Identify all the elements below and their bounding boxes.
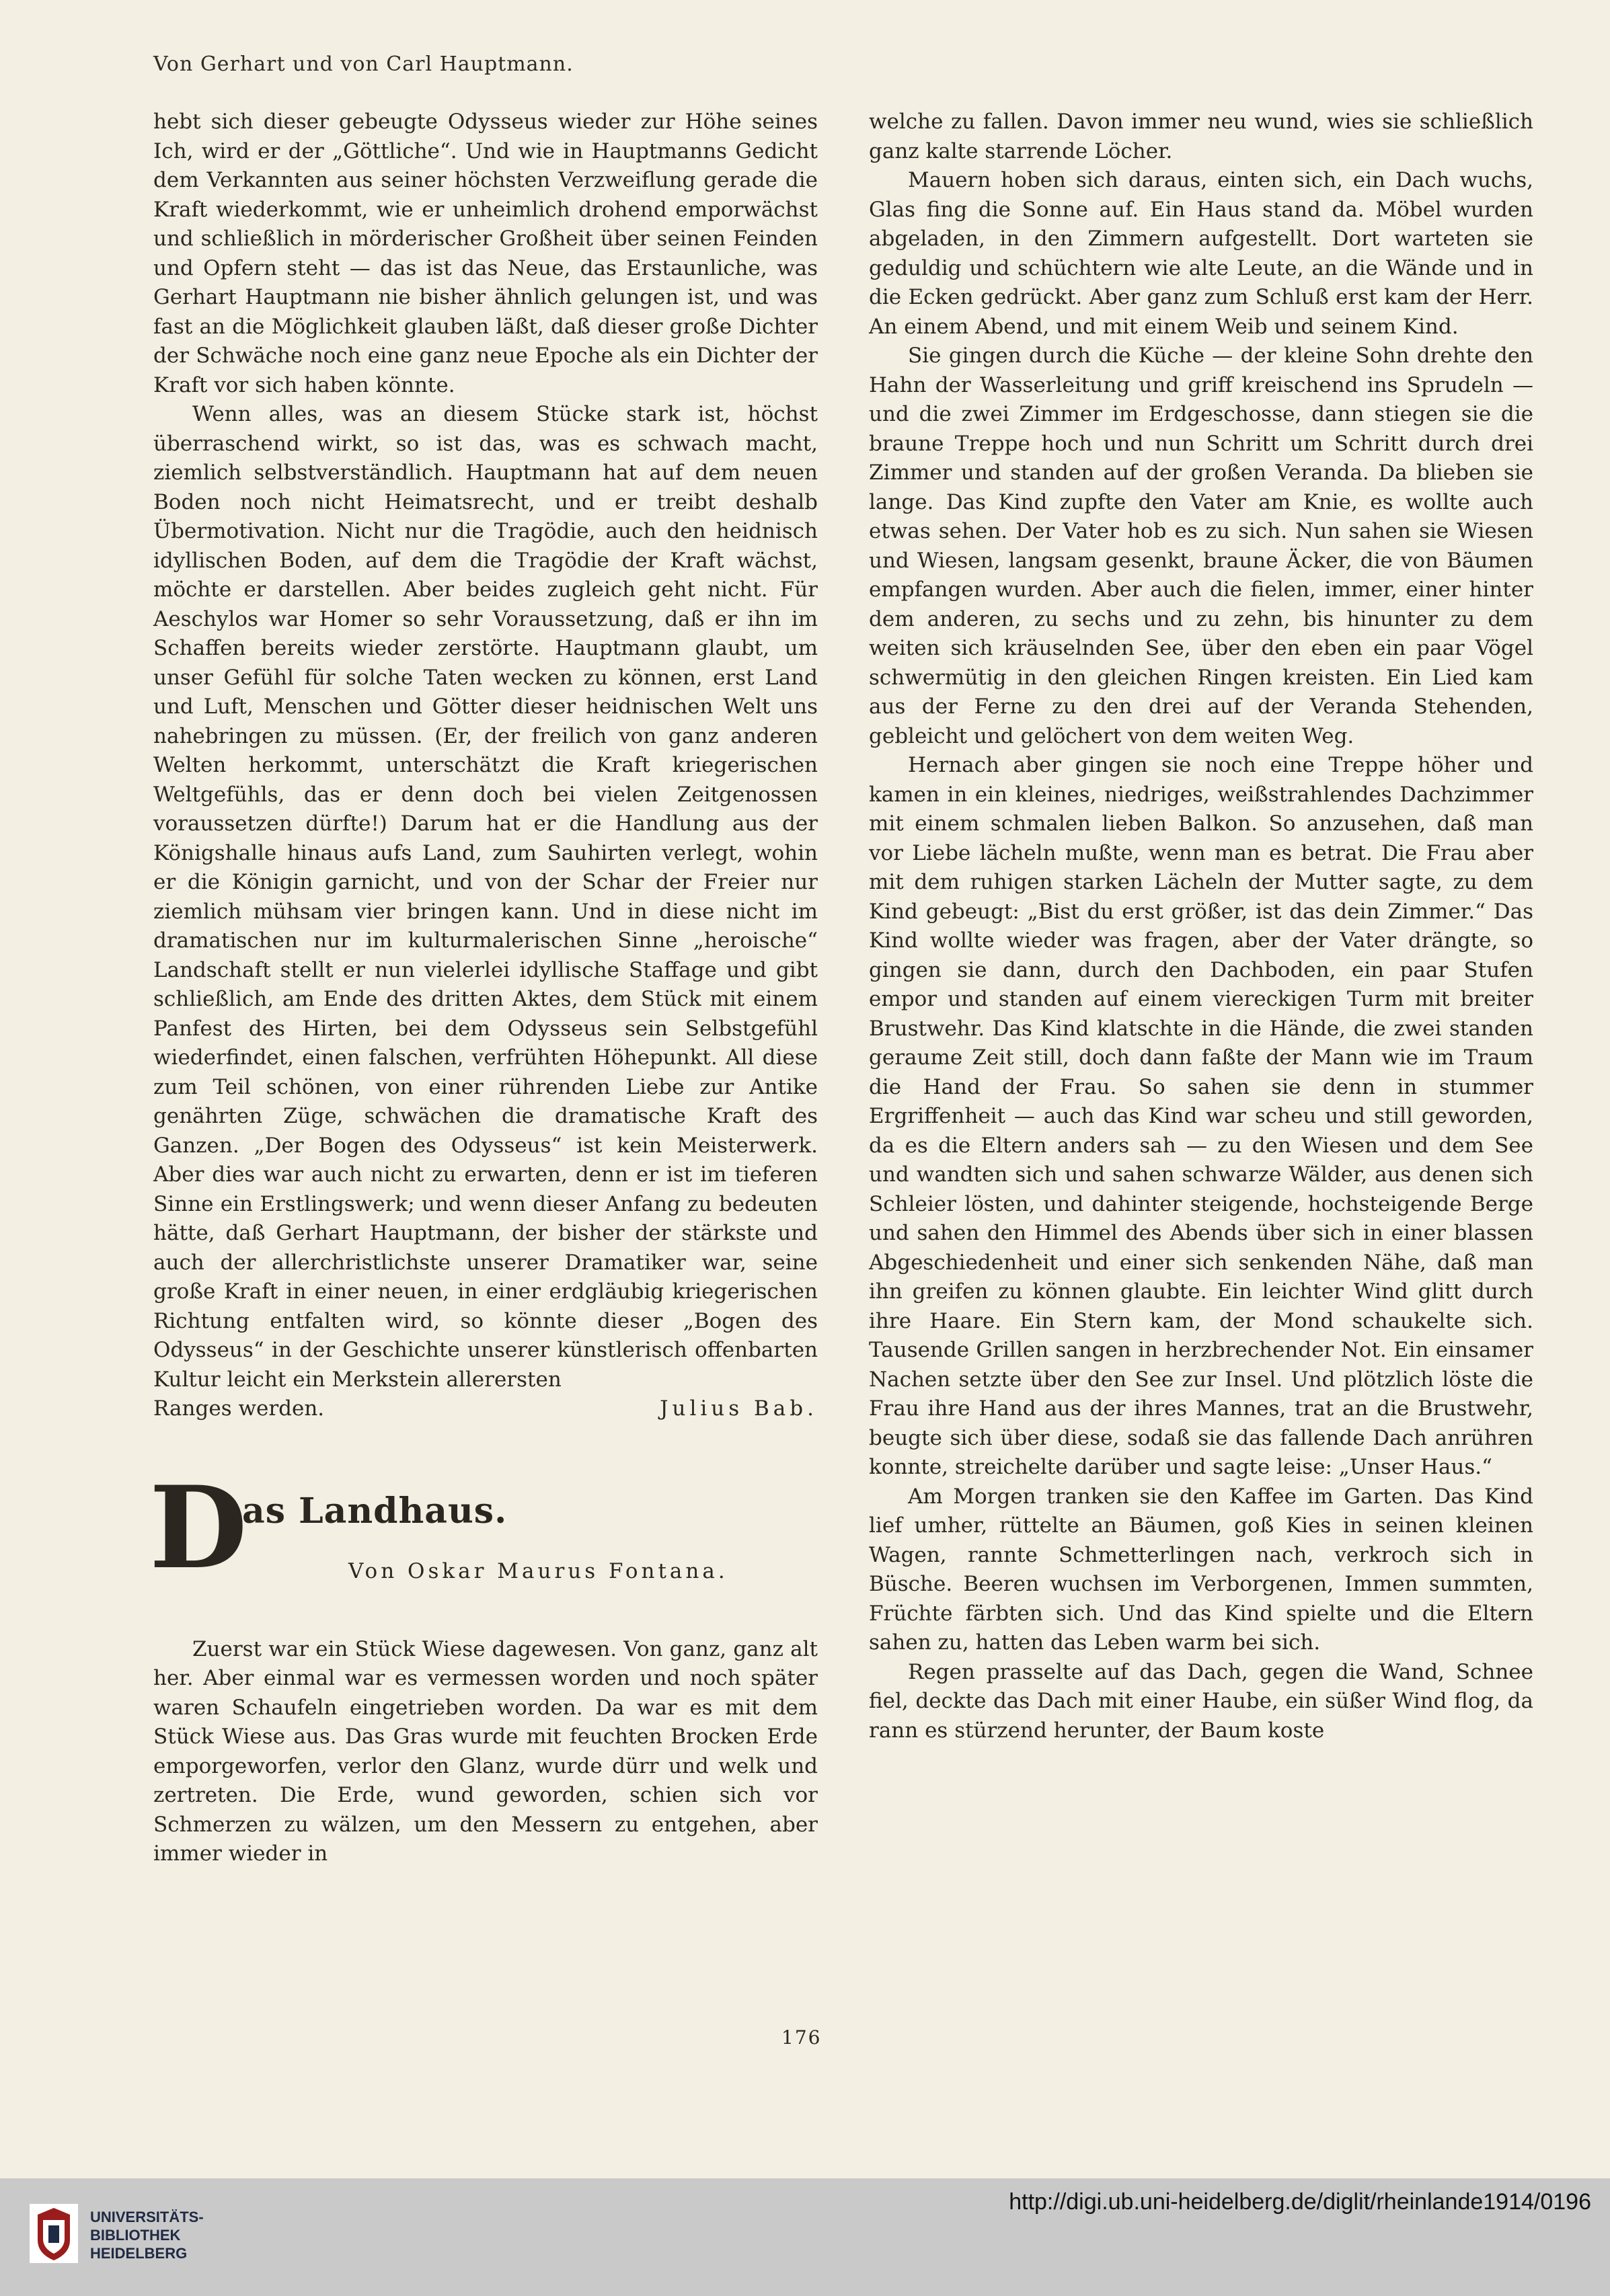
article-byline: Von Oskar Maurus Fontana. (348, 1558, 728, 1583)
paragraph: Wenn alles, was an diesem Stücke stark ist, höchst überraschend wirkt, so ist das, was es schwach macht, ziemlich selbstverständlich. Hauptmann hat auf dem neuen Boden noch nicht Heimatsrecht, und er treibt deshalb Übermotivation. Nicht nur die Tragödie, auch den heidnisch idyllischen Boden, auf dem die Tragödie der Kraft wächst, möchte er darstellen. Aber beides zugleich geht nicht. Für Aeschylos war Homer so sehr Voraussetzung, daß er ihn im Schaffen bereits wieder zerstörte. Hauptmann glaubt, um unser Gefühl für solche Taten wecken zu können, erst Land und Luft, Menschen und Götter dieser heidnischen Welt uns nahebringen zu müssen. (Er, der freilich von ganz anderen Welten herkommt, unterschätzt die Kraft kriegerischen Weltgefühls, das er denn doch bei vielen Zeitgenossen voraussetzen dürfte!) Darum hat er die Handlung aus der Königshalle hinaus aufs Land, zum Sauhirten verlegt, wohin er die Königin garnicht, und von der Schar der Freier nur ziemlich mühsam vier bringen kann. Und in diese nicht im dramatischen nur im kulturmalerischen Sinne „heroische“ Landschaft stellt er nun vielerlei idyllische Staffage und gibt schließlich, am Ende des dritten Aktes, dem Stück mit einem Panfest des Hirten, bei dem Odysseus sein Selbstgefühl wiederfindet, einen falschen, verfrühten Höhepunkt. All diese zum Teil schönen, von einer rührenden Liebe zur Antike genährten Züge, schwächen die dramatische Kraft des Ganzen. „Der Bogen des Odysseus“ ist kein Meisterwerk. Aber dies war auch nicht zu erwarten, denn er ist im tieferen Sinne ein Erstlingswerk; und wenn dieser Anfang zu bedeuten hätte, daß Gerhart Hauptmann, der bisher der stärkste und auch der allerchristlichste unserer Dramatiker war, seine große Kraft in einer neuen, in einer erdgläubig kriegerischen Richtung entfalten wird, so könnte dieser „Bogen des Odysseus“ in der Geschichte unserer künstlerisch offenbarten Kultur leicht ein Merkstein allerersten (153, 402, 818, 1392)
paragraph: hebt sich dieser gebeugte Odysseus wieder zur Höhe seines Ich, wird er der „Göttliche“. Und wie in Hauptmanns Gedicht dem Verkannten aus seiner höchsten Verzweiflung gerade die Kraft wiederkommt, wie er unheimlich drohend emporwächst und schließlich in mörderischer Großheit über seinen Feinden und Opfern steht — das ist das Neue, das Erstaunliche, was Gerhart Hauptmann nie bisher ähnlich gelungen ist, und was fast an die Möglichkeit glauben läßt, daß dieser große Dichter der Schwäche noch eine ganz neue Epoche als ein Dichter der Kraft vor sich haben könnte. (153, 110, 818, 397)
running-head: Von Gerhart und von Carl Hauptmann. (153, 52, 574, 76)
university-library-logo-icon (28, 2201, 79, 2266)
paragraph: Sie gingen durch die Küche — der kleine Sohn drehte den Hahn der Wasserleitung und griff kreischend ins Sprudeln — und die zwei Zimmer im Erdgeschosse, dann stiegen sie die braune Treppe hoch und nun Schritt um Schritt durch drei Zimmer und standen auf der großen Veranda. Da blieben sie lange. Das Kind zupfte den Vater am Knie, es wollte auch etwas sehen. Der Vater hob es zu sich. Nun sahen sie Wiesen und Wiesen, langsam gesenkt, braune Äcker, die von Bäumen empfangen wurden. Aber auch die fielen, immer, einer hinter dem anderen, zu sechs und zu zehn, bis hinunter zu dem weiten sich kräuselnden See, über den eben ein paar Vögel schwermütig in den gleichen Ringen kreisten. Ein Lied kam aus der Ferne zu den drei auf der Veranda Stehenden, gebleicht und gelöchert von dem weiten Weg. (869, 344, 1533, 748)
library-name-line: BIBLIOTHEK (90, 2227, 181, 2244)
paragraph: Regen prasselte auf das Dach, gegen die Wand, Schnee fiel, deckte das Dach mit einer Haube, ein süßer Wind flog, da rann es stürzend herunter, der Baum koste (869, 1659, 1533, 1743)
source-url-link[interactable]: http://digi.ub.uni-heidelberg.de/diglit/rheinlande1914/0196 (1009, 2189, 1591, 2215)
paragraph: Am Morgen tranken sie den Kaffee im Garten. Das Kind lief umher, rüttelte an Bäumen, goß Kies in seinen kleinen Wagen, rannte Schmetterlingen nach, verkroch sich in Büsche. Beeren wuchsen im Verborgenen, Immen summten, Früchte färbten sich. Und das Kind spielte und die Eltern sahen zu, hatten das Leben warm bei sich. (869, 1484, 1533, 1655)
library-name (90, 2208, 204, 2262)
page-number: 176 (781, 2026, 822, 2049)
closing-text: Ranges werden. (153, 1396, 325, 1421)
right-column (869, 108, 1533, 1745)
left-column (149, 108, 818, 1869)
article-heading (149, 1460, 818, 1604)
paragraph: Hernach aber gingen sie noch eine Treppe höher und kamen in ein kleines, niedriges, weißstrahlendes Dachzimmer mit einem schmalen lieben Balkon. So anzusehen, daß man vor Liebe lächeln mußte, wenn man es betrat. Die Frau aber mit dem ruhigen starken Lächeln der Mutter sagte, zu dem Kind gebeugt: „Bist du erst größer, ist das dein Zimmer.“ Das Kind wollte wieder was fragen, aber der Vater drängte, so gingen sie dann, durch den Dachboden, ein paar Stufen empor und standen auf einem viereckigen Turm mit breiter Brustwehr. Das Kind klatschte in die Hände, die zwei standen geraume Zeit still, doch dann faßte der Mann wie im Traum die Hand der Frau. So sahen sie denn in stummer Ergriffenheit — auch das Kind war scheu und still geworden, da es die Eltern anders sah — zu den Wiesen und dem See und wandten sich und sahen schwarze Wälder, aus denen sich Schleier lösten, und dahinter steigende, hochsteigende Berge und sahen den Himmel des Abends über sich in einer blassen Abgeschiedenheit und einer sich senkenden Nähe, daß man ihn greifen zu können glaubte. Ein leichter Wind glitt durch ihre Haare. Ein Stern kam, der Mond schaukelte sich. Tausende Grillen sangen in herzbrechender Not. Ein einsamer Nachen setzte über den See zur Insel. Und plötzlich löste die Frau ihre Hand aus der ihres Mannes, trat an die Brustwehr, beugte sich über diese, sodaß sie das fallende Dach anrühren konnte, streichelte darüber und sagte leise: „Unser Haus.“ (869, 753, 1533, 1479)
digitization-footer (0, 2178, 1610, 2296)
author-signature: Julius Bab. (660, 1396, 818, 1421)
library-name-line: HEIDELBERG (90, 2245, 188, 2262)
library-name-line: UNIVERSITÄTS- (90, 2209, 204, 2225)
closing-line (153, 1394, 818, 1424)
paragraph: Zuerst war ein Stück Wiese dagewesen. Von ganz, ganz alt her. Aber einmal war es vermessen worden und noch später waren Schaufeln eingetrieben worden. Da war es mit dem Stück Wiese aus. Das Gras wurde mit feuchten Brocken Erde emporgeworfen, verlor den Glanz, wurde dürr und welk und zertreten. Die Erde, wund geworden, schien sich vor Schmerzen zu wälzen, um den Messern zu entgehen, aber immer wieder in (153, 1636, 818, 1866)
paragraph: welche zu fallen. Davon immer neu wund, wies sie schließlich ganz kalte starrende Löcher. (869, 110, 1533, 163)
paragraph: Mauern hoben sich daraus, einten sich, ein Dach wuchs, Glas fing die Sonne auf. Ein Haus stand da. Möbel wurden abgeladen, in den Zimmern aufgestellt. Dort warteten sie geduldig und schüchtern wie alte Leute, an die Wände und in die Ecken gedrückt. Aber ganz zum Schluß erst kam der Herr. An einem Abend, und mit einem Weib und seinem Kind. (869, 168, 1533, 339)
drop-cap: D (149, 1460, 247, 1594)
article-title: as Landhaus. (242, 1490, 508, 1532)
